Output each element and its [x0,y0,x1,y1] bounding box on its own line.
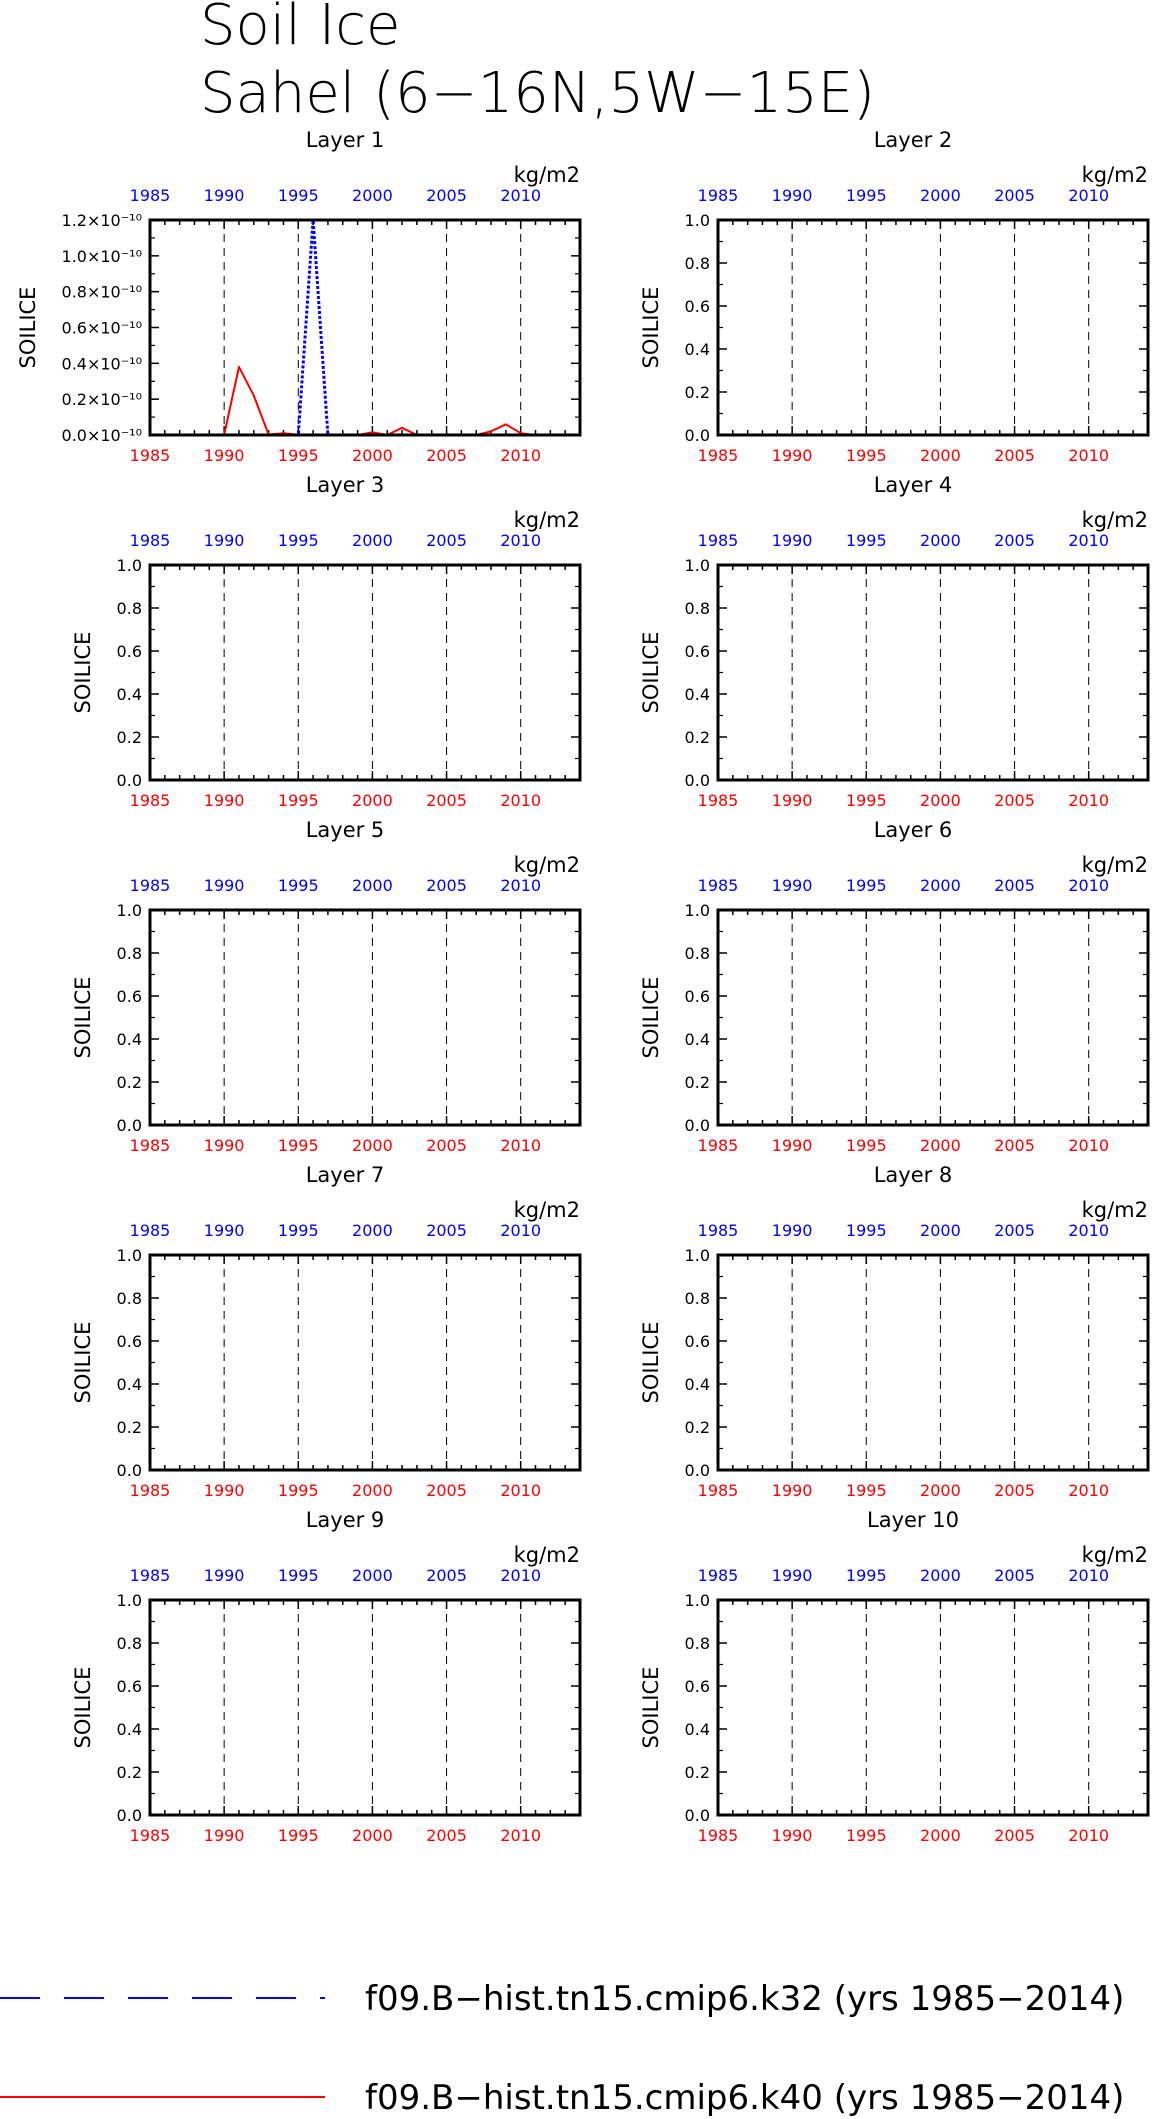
x-tick-label-top: 2000 [920,1221,961,1240]
plot-frame [718,220,1148,435]
x-tick-label-bottom: 1995 [277,446,319,465]
y-tick-label: 0.2 [684,1418,710,1437]
x-tick-label-bottom: 2010 [500,1136,542,1155]
x-tick-label-bottom: 2010 [500,446,542,465]
y-tick-label: 0.2 [684,728,710,747]
y-tick-label: 1.0 [684,1246,710,1265]
x-tick-label-top: 2005 [994,1221,1035,1240]
y-tick-label: 0.4 [684,685,710,704]
x-tick-label-bottom: 1985 [129,446,171,465]
x-tick-label-bottom: 2005 [994,1136,1035,1155]
x-tick-label-bottom: 2005 [426,1826,467,1845]
x-tick-label-top: 1995 [277,531,319,550]
y-tick-label: 0.0 [684,1806,710,1825]
x-tick-label-top: 1985 [697,876,739,895]
y-tick-label: 1.0 [116,901,142,920]
x-tick-label-bottom: 2000 [352,446,393,465]
x-tick-label-top: 1990 [203,531,245,550]
panel-layer-1 [16,128,580,465]
panel-title: Layer 7 [305,1163,385,1187]
x-tick-label-bottom: 2000 [920,791,961,810]
x-tick-label-top: 2005 [426,1566,467,1585]
units-label: kg/m2 [1081,1543,1148,1567]
x-tick-label-top: 1995 [845,531,887,550]
x-tick-label-bottom: 2000 [920,1826,961,1845]
y-tick-label: 0.0 [116,1116,142,1135]
x-tick-label-top: 2000 [920,186,961,205]
panel-layer-10 [639,1508,1148,1845]
y-axis-label: SOILICE [639,976,663,1059]
x-tick-label-bottom: 2005 [426,791,467,810]
x-tick-label-bottom: 1990 [771,1481,813,1500]
x-tick-label-top: 1985 [697,1221,739,1240]
panel-layer-5 [71,818,580,1155]
y-tick-label: 0.6 [116,1332,142,1351]
y-tick-label: 0.4 [116,1720,142,1739]
y-axis-label: SOILICE [71,631,95,714]
x-tick-label-top: 2010 [500,1566,542,1585]
x-tick-label-top: 2005 [426,186,467,205]
x-tick-label-bottom: 2000 [352,1826,393,1845]
y-tick-label: 0.0 [116,771,142,790]
x-tick-label-top: 1990 [771,186,813,205]
x-tick-label-bottom: 2000 [920,446,961,465]
x-tick-label-bottom: 1985 [129,1826,171,1845]
x-tick-label-bottom: 2010 [500,791,542,810]
y-tick-label: 0.6 [684,297,710,316]
plot-frame [718,1255,1148,1470]
y-axis-label: SOILICE [71,1321,95,1404]
x-tick-label-bottom: 2005 [426,446,467,465]
units-label: kg/m2 [513,1543,580,1567]
units-label: kg/m2 [1081,853,1148,877]
y-tick-label: 0.8 [116,1289,142,1308]
plot-frame [150,1255,580,1470]
x-tick-label-top: 1995 [277,1566,319,1585]
x-tick-label-bottom: 2005 [994,1826,1035,1845]
x-tick-label-bottom: 2010 [500,1826,542,1845]
x-tick-label-top: 2010 [1068,1221,1110,1240]
y-tick-label: 0.8 [684,254,710,273]
units-label: kg/m2 [513,1198,580,1222]
x-tick-label-top: 1985 [129,1566,171,1585]
panel-layer-6 [639,818,1148,1155]
y-tick-label: 1.2×10⁻¹⁰ [61,211,142,230]
plot-frame [718,1600,1148,1815]
x-tick-label-top: 2005 [994,186,1035,205]
y-tick-label: 1.0 [684,211,710,230]
y-tick-label: 0.4 [116,1375,142,1394]
x-tick-label-bottom: 2010 [1068,1136,1110,1155]
x-tick-label-bottom: 1995 [845,1136,887,1155]
y-tick-label: 0.2 [684,383,710,402]
panel-layer-7 [71,1163,580,1500]
x-tick-label-top: 1985 [129,876,171,895]
x-tick-label-bottom: 1995 [277,1136,319,1155]
x-tick-label-bottom: 1990 [203,446,245,465]
panels-grid [16,128,1148,1845]
y-tick-label: 0.2 [116,1073,142,1092]
y-axis-label: SOILICE [71,976,95,1059]
x-tick-label-bottom: 2010 [1068,1481,1110,1500]
y-tick-label: 0.4 [684,340,710,359]
y-tick-label: 1.0 [116,1591,142,1610]
plot-frame [718,565,1148,780]
x-tick-label-top: 1995 [845,1566,887,1585]
x-tick-label-bottom: 1985 [697,446,739,465]
y-tick-label: 0.0 [684,426,710,445]
y-tick-label: 0.6 [684,1677,710,1696]
x-tick-label-top: 2010 [500,531,542,550]
x-tick-label-top: 1995 [277,1221,319,1240]
y-tick-label: 1.0×10⁻¹⁰ [61,246,142,266]
y-tick-label: 0.8 [116,944,142,963]
y-tick-label: 0.2×10⁻¹⁰ [61,390,142,410]
y-tick-label: 0.0 [116,1461,142,1480]
x-tick-label-top: 1990 [771,531,813,550]
x-tick-label-bottom: 2005 [426,1136,467,1155]
x-tick-label-bottom: 1995 [277,1826,319,1845]
y-tick-label: 0.6 [116,987,142,1006]
y-tick-label: 0.2 [684,1763,710,1782]
x-tick-label-top: 2000 [920,531,961,550]
x-tick-label-bottom: 1985 [697,1136,739,1155]
units-label: kg/m2 [1081,163,1148,187]
y-tick-label: 0.4 [684,1720,710,1739]
panel-title: Layer 5 [305,818,385,842]
y-tick-label: 0.6×10⁻¹⁰ [61,318,142,338]
x-tick-label-bottom: 1990 [771,1136,813,1155]
panel-title: Layer 9 [305,1508,385,1532]
y-tick-label: 0.0 [684,1116,710,1135]
y-tick-label: 0.4 [116,1030,142,1049]
x-tick-label-bottom: 2005 [994,1481,1035,1500]
x-tick-label-bottom: 2000 [352,791,393,810]
y-axis-label: SOILICE [16,286,40,369]
x-tick-label-top: 1985 [697,1566,739,1585]
x-tick-label-top: 2010 [1068,531,1110,550]
plot-frame [150,910,580,1125]
x-tick-label-bottom: 1985 [697,1481,739,1500]
y-tick-label: 0.2 [116,728,142,747]
y-tick-label: 1.0 [684,901,710,920]
panel-title: Layer 8 [873,1163,953,1187]
y-axis-label: SOILICE [639,286,663,369]
panel-title: Layer 4 [873,473,953,497]
legend-label-k32: f09.B−hist.tn15.cmip6.k32 (yrs 1985−2014) [365,1979,1125,2019]
units-label: kg/m2 [513,163,580,187]
x-tick-label-bottom: 1990 [203,791,245,810]
x-tick-label-top: 2000 [920,1566,961,1585]
x-tick-label-top: 2010 [500,1221,542,1240]
x-tick-label-top: 2005 [426,1221,467,1240]
x-tick-label-bottom: 2000 [352,1481,393,1500]
panel-title: Layer 6 [873,818,953,842]
x-tick-label-bottom: 1990 [203,1136,245,1155]
x-tick-label-bottom: 1985 [697,791,739,810]
x-tick-label-top: 1995 [845,1221,887,1240]
x-tick-label-top: 1985 [129,531,171,550]
units-label: kg/m2 [513,508,580,532]
panel-layer-2 [639,128,1148,465]
x-tick-label-top: 1985 [697,531,739,550]
figure-title-line-1: Soil Ice [200,0,401,58]
x-tick-label-bottom: 2000 [352,1136,393,1155]
plot-frame [150,565,580,780]
x-tick-label-top: 1985 [129,1221,171,1240]
panel-title: Layer 1 [305,128,385,152]
y-tick-label: 0.2 [116,1763,142,1782]
x-tick-label-top: 2010 [1068,186,1110,205]
x-tick-label-top: 2000 [352,1566,393,1585]
y-axis-label: SOILICE [639,631,663,714]
y-tick-label: 0.8×10⁻¹⁰ [61,282,142,302]
x-tick-label-bottom: 2010 [1068,446,1110,465]
units-label: kg/m2 [1081,1198,1148,1222]
y-tick-label: 1.0 [116,1246,142,1265]
x-tick-label-top: 1990 [203,186,245,205]
plot-frame [718,910,1148,1125]
x-tick-label-top: 2000 [352,531,393,550]
x-tick-label-top: 1985 [697,186,739,205]
x-tick-label-top: 1995 [845,876,887,895]
panel-layer-8 [639,1163,1148,1500]
x-tick-label-bottom: 2010 [500,1481,542,1500]
x-tick-label-top: 2005 [994,1566,1035,1585]
y-tick-label: 0.0 [684,771,710,790]
x-tick-label-top: 2010 [1068,876,1110,895]
x-tick-label-bottom: 1985 [129,791,171,810]
x-tick-label-top: 2005 [426,531,467,550]
panel-title: Layer 10 [867,1508,959,1532]
y-tick-label: 0.6 [684,1332,710,1351]
legend-label-k40: f09.B−hist.tn15.cmip6.k40 (yrs 1985−2014) [365,2078,1125,2118]
y-tick-label: 0.8 [684,944,710,963]
y-tick-label: 0.4 [684,1375,710,1394]
figure-title-line-2: Sahel (6−16N,5W−15E) [200,61,875,126]
x-tick-label-top: 2005 [994,876,1035,895]
x-tick-label-bottom: 1995 [277,1481,319,1500]
x-tick-label-top: 1995 [277,876,319,895]
y-tick-label: 0.0×10⁻¹⁰ [61,426,142,445]
series-line-k40 [150,367,580,435]
x-tick-label-top: 1990 [203,876,245,895]
x-tick-label-bottom: 1990 [203,1481,245,1500]
x-tick-label-bottom: 2005 [994,791,1035,810]
y-tick-label: 1.0 [684,556,710,575]
x-tick-label-top: 1990 [203,1566,245,1585]
y-tick-label: 0.4×10⁻¹⁰ [61,354,142,374]
x-tick-label-top: 2005 [426,876,467,895]
y-axis-label: SOILICE [639,1666,663,1749]
x-tick-label-top: 2010 [1068,1566,1110,1585]
x-tick-label-top: 1990 [203,1221,245,1240]
y-tick-label: 0.6 [116,642,142,661]
units-label: kg/m2 [513,853,580,877]
x-tick-label-top: 2000 [352,186,393,205]
x-tick-label-top: 1990 [771,1221,813,1240]
x-tick-label-bottom: 1985 [129,1481,171,1500]
y-tick-label: 0.8 [116,599,142,618]
x-tick-label-top: 2000 [920,876,961,895]
x-tick-label-top: 2000 [352,1221,393,1240]
x-tick-label-bottom: 2005 [994,446,1035,465]
y-tick-label: 1.0 [116,556,142,575]
legend [0,1979,1124,2118]
y-tick-label: 0.4 [684,1030,710,1049]
plot-frame [150,220,580,435]
x-tick-label-bottom: 2010 [1068,791,1110,810]
x-tick-label-top: 1990 [771,1566,813,1585]
panel-layer-3 [71,473,580,810]
y-tick-label: 0.0 [684,1461,710,1480]
y-tick-label: 0.0 [116,1806,142,1825]
plot-frame [150,1600,580,1815]
x-tick-label-bottom: 1995 [277,791,319,810]
x-tick-label-bottom: 1990 [771,446,813,465]
x-tick-label-bottom: 1990 [771,791,813,810]
x-tick-label-bottom: 1995 [845,1826,887,1845]
y-tick-label: 0.2 [116,1418,142,1437]
x-tick-label-bottom: 1995 [845,791,887,810]
y-tick-label: 0.8 [684,599,710,618]
y-tick-label: 1.0 [684,1591,710,1610]
x-tick-label-top: 1990 [771,876,813,895]
x-tick-label-bottom: 1995 [845,446,887,465]
y-tick-label: 0.8 [684,1289,710,1308]
x-tick-label-bottom: 1985 [697,1826,739,1845]
y-axis-label: SOILICE [639,1321,663,1404]
x-tick-label-top: 1985 [129,186,171,205]
x-tick-label-bottom: 2000 [920,1481,961,1500]
x-tick-label-top: 2005 [994,531,1035,550]
panel-title: Layer 3 [305,473,385,497]
y-tick-label: 0.6 [684,987,710,1006]
x-tick-label-bottom: 1990 [203,1826,245,1845]
y-tick-label: 0.8 [116,1634,142,1653]
x-tick-label-top: 1995 [277,186,319,205]
x-tick-label-bottom: 1990 [771,1826,813,1845]
x-tick-label-bottom: 2010 [1068,1826,1110,1845]
panel-layer-9 [71,1508,580,1845]
y-tick-label: 0.4 [116,685,142,704]
x-tick-label-bottom: 2005 [426,1481,467,1500]
y-axis-label: SOILICE [71,1666,95,1749]
x-tick-label-top: 1995 [845,186,887,205]
x-tick-label-top: 2010 [500,186,542,205]
panel-title: Layer 2 [873,128,953,152]
y-tick-label: 0.2 [684,1073,710,1092]
x-tick-label-bottom: 1995 [845,1481,887,1500]
units-label: kg/m2 [1081,508,1148,532]
x-tick-label-top: 2010 [500,876,542,895]
x-tick-label-bottom: 1985 [129,1136,171,1155]
x-tick-label-top: 2000 [352,876,393,895]
panel-layer-4 [639,473,1148,810]
y-tick-label: 0.8 [684,1634,710,1653]
series-line-k32 [150,220,580,435]
y-tick-label: 0.6 [116,1677,142,1696]
y-tick-label: 0.6 [684,642,710,661]
x-tick-label-bottom: 2000 [920,1136,961,1155]
